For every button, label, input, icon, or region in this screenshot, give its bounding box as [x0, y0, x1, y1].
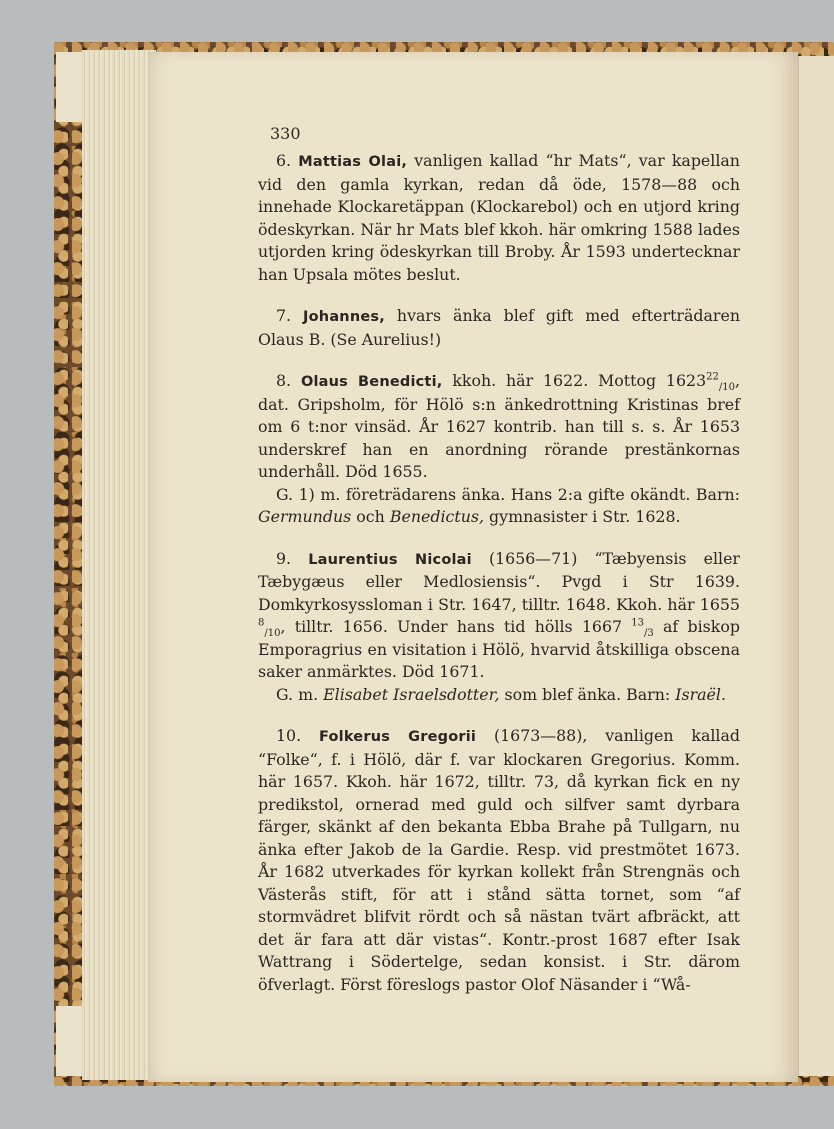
entry-name: Johannes,	[303, 309, 385, 325]
entry-7	[258, 305, 740, 351]
entry-number: 6.	[276, 151, 292, 170]
page-number: 330	[270, 124, 301, 143]
next-page-edge	[798, 56, 834, 1076]
child-name: Benedictus,	[389, 507, 485, 526]
entry-name: Laurentius Nicolai	[308, 551, 472, 568]
entry-9	[258, 548, 740, 707]
entry-family	[258, 484, 740, 529]
entry-number: 7.	[276, 306, 292, 325]
family-text: som blef änka. Barn:	[504, 684, 671, 704]
entry-name: Folkerus Gregorii	[319, 729, 477, 745]
entry-6	[258, 150, 740, 286]
entry-paragraph	[258, 150, 740, 286]
entry-body-cont: af biskop Emporagrius en visitation i Hölö, hvarvid åtskilliga obscena saker anmärktes. Död 1671.	[258, 617, 740, 681]
page-edges	[82, 50, 156, 1080]
entry-body: (1656—71) “Tæbyensis eller Tæbygæus eller Medlosiensis“. Pvgd i Str 1639. Domkyrkosyssloman i Str. 1647, tilltr. 1648. Kkoh. här 1655	[258, 548, 740, 614]
entry-family	[258, 684, 740, 707]
entry-10	[258, 725, 740, 996]
cover-corner-bottom	[56, 1006, 84, 1076]
entry-body: vanligen kallad “hr Mats“, var kapellan vid den gamla kyrkan, redan då öde, 1578—88 och innehade Klockaretäppan (Klockarebol) och en utjord kring ödeskyrkan. När hr Mats blef kkoh. här omkring 1588 lades utjorden kring ödeskyrkan till Broby. År 1593 undertecknar han Upsala mötes beslut.	[258, 151, 740, 284]
entry-paragraph	[258, 370, 740, 484]
entry-body: kkoh. här 1622. Mottog 1623	[452, 371, 707, 390]
entry-paragraph	[258, 305, 740, 351]
entry-number: 9.	[276, 548, 292, 568]
entry-name: Mattias Olai,	[298, 154, 408, 170]
entry-paragraph	[258, 548, 740, 684]
entry-paragraph	[258, 725, 740, 996]
entry-8	[258, 370, 740, 529]
date-sup: 22	[706, 371, 719, 383]
family-text: och	[356, 507, 385, 526]
child-name: Germundus	[258, 507, 352, 526]
date-sub: /3	[644, 628, 654, 640]
entry-name: Olaus Benedicti,	[300, 374, 443, 390]
family-text: G. m.	[276, 684, 319, 704]
entry-number: 10.	[276, 726, 302, 745]
family-text: G. 1) m. företrädarens änka. Hans 2:a gifte okändt. Barn:	[276, 484, 740, 504]
entry-body: hvars änka blef gift med efterträdaren Olaus B. (Se Aurelius!)	[258, 306, 740, 349]
date-sup: 8	[258, 617, 265, 629]
date-sub: /10	[264, 628, 281, 640]
entry-body-cont: , dat. Gripsholm, för Hölö s:n änkedrottning Kristinas bref om 6 t:nor vinsäd. År 1627 kontrib. han till s. s. År 1653 underskref han en anordning rörande prestänkornas underhåll. Död 1655.	[258, 371, 740, 481]
child-name: Israël.	[675, 684, 726, 704]
entry-body: (1673—88), vanligen kallad “Folke“, f. i Hölö, där f. var klockaren Gregorius. Komm. här 1657. Kkoh. här 1672, tilltr. 73, då kyrkan fick en ny predikstol, ornerad med guld och silfver samt dyrbara färger, skänkt af den bekanta Ebba Brahe på Tullgarn, nu änka efter Jakob de la Gardie. Resp. vid prestmötet 1673. År 1682 utverkades för kyrkan kollekt från Strengnäs och Västerås stift, för att i stånd sätta tornet, som “af stormvädret blifvit rördt och så nästan tvärt afbräckt, att det är fara att där vistas“. Kontr.-prost 1687 efter Isak Wattrang i Södertelge, sedan konsist. i Str. därom öfverlagt. Först föreslogs pastor Olof Näsander i “Wå-	[258, 726, 740, 994]
cover-corner-top	[56, 52, 84, 122]
date-sup: 13	[631, 617, 645, 629]
entry-number: 8.	[276, 371, 292, 390]
spouse-name: Elisabet Israelsdotter,	[323, 684, 500, 704]
family-text: gymnasister i Str. 1628.	[489, 507, 681, 526]
date-sub: /10	[718, 382, 735, 394]
entry-body-cont: , tilltr. 1656. Under hans tid hölls 1667	[280, 617, 623, 636]
page-text	[258, 150, 740, 1015]
